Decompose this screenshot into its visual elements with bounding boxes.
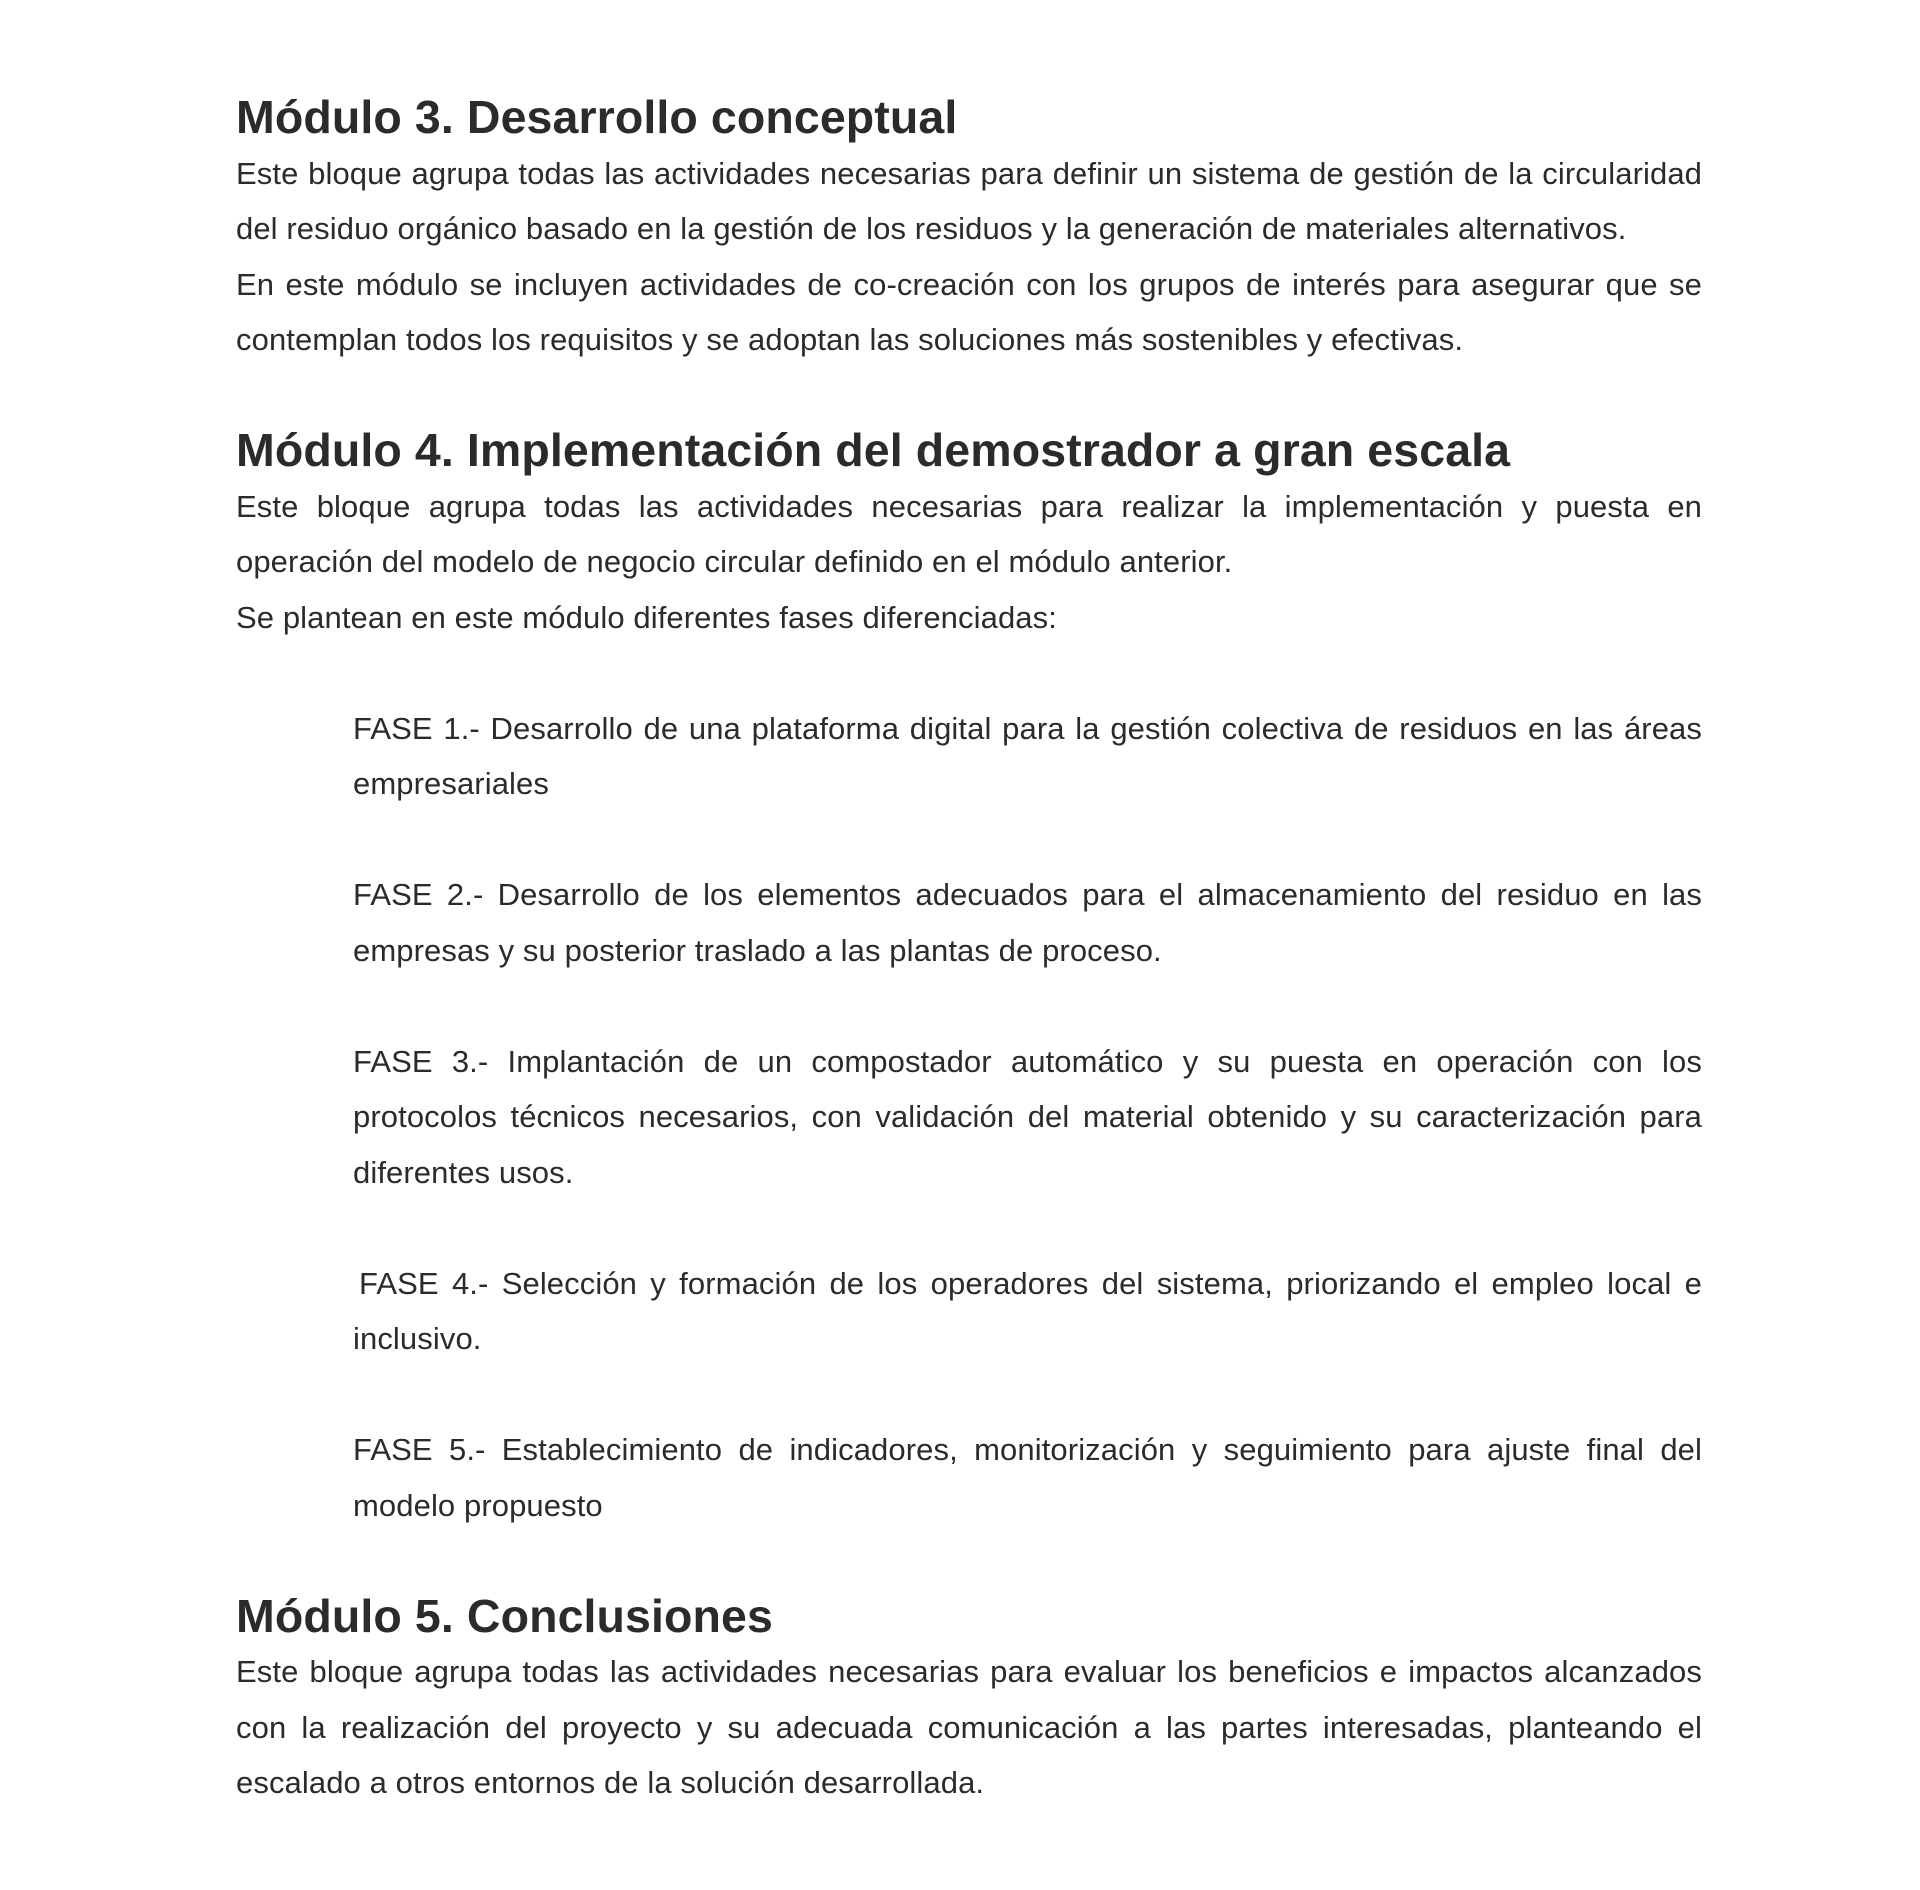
module-3-section (236, 90, 1702, 368)
fase-3: FASE 3.- Implantación de un compostador automático y su puesta en operación con los protocolos técnicos necesarios, con validación del material obtenido y su caracterización para diferentes usos. (353, 1043, 1702, 1190)
module-3-title: Módulo 3. Desarrollo conceptual (236, 91, 958, 143)
fase-4: FASE 4.- Selección y formación de los operadores del sistema, priorizando el empleo local e inclusivo. (353, 1265, 1702, 1356)
module-4-paragraph-2: Se plantean en este módulo diferentes fases diferenciadas: (236, 599, 1057, 635)
spacer (236, 1200, 1702, 1256)
module-5-paragraph-1: Este bloque agrupa todas las actividades necesarias para evaluar los beneficios e impactos alcanzados con la realización del proyecto y su adecuada comunicación a las partes interesadas, planteando el escalado a otros entornos de la solución desarrollada. (236, 1654, 1702, 1800)
fase-1: FASE 1.- Desarrollo de una plataforma digital para la gestión colectiva de residuos en las áreas empresariales (353, 710, 1702, 801)
spacer (236, 812, 1702, 868)
module-4-title: Módulo 4. Implementación del demostrador a gran escala (236, 424, 1511, 476)
fase-5: FASE 5.- Establecimiento de indicadores, monitorización y seguimiento para ajuste final del modelo propuesto (353, 1432, 1702, 1523)
spacer (236, 1533, 1702, 1589)
spacer (236, 1367, 1702, 1423)
spacer (236, 368, 1702, 424)
spacer (236, 645, 1702, 701)
spacer (236, 978, 1702, 1034)
module-3-paragraph-2: En este módulo se incluyen actividades de co-creación con los grupos de interés para asegurar que se contemplan todos los requisitos y se adoptan las soluciones más sostenibles y efectivas. (236, 266, 1702, 357)
document-body (236, 90, 1702, 1811)
module-5-title: Módulo 5. Conclusiones (236, 1589, 773, 1642)
module-5-section (236, 1589, 1702, 1811)
fase-2: FASE 2.- Desarrollo de los elementos adecuados para el almacenamiento del residuo en las empresas y su posterior traslado a las plantas de proceso. (353, 877, 1702, 968)
module-4-paragraph-1: Este bloque agrupa todas las actividades necesarias para realizar la implementación y puesta en operación del modelo de negocio circular definido en el módulo anterior. (236, 488, 1702, 579)
module-3-paragraph-1: Este bloque agrupa todas las actividades necesarias para definir un sistema de gestión de la circularidad del residuo orgánico basado en la gestión de los residuos y la generación de materiales alternativos. (236, 155, 1702, 246)
module-4-section (236, 423, 1702, 1533)
